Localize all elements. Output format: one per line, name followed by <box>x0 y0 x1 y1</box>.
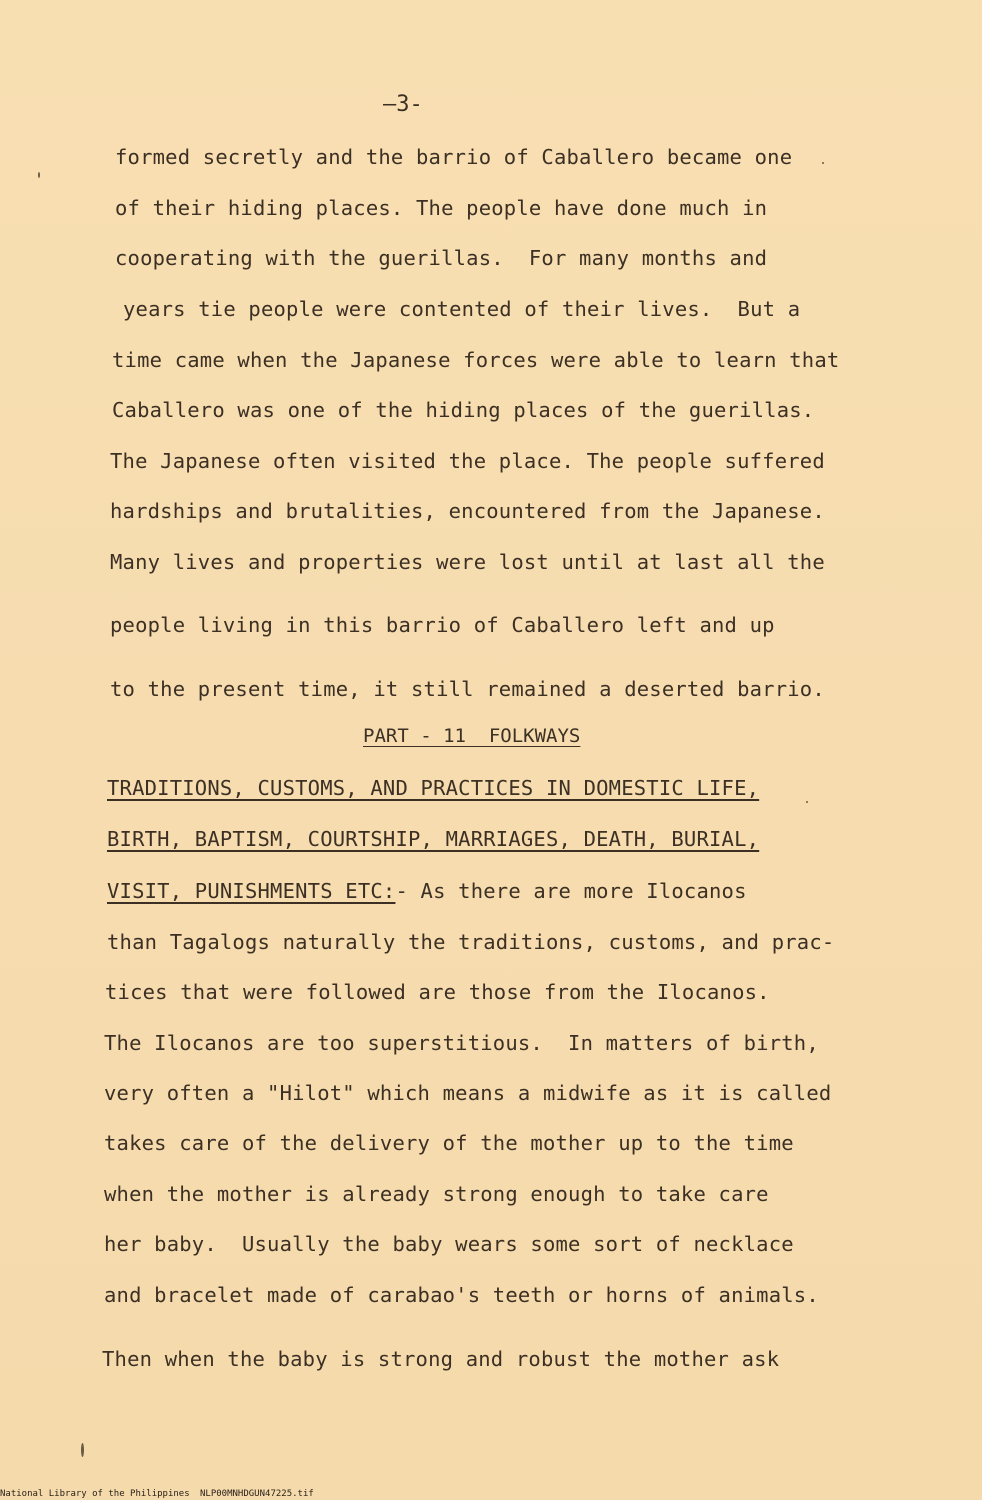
body-line: time came when the Japanese forces were able to learn that <box>112 348 840 372</box>
body-line: and bracelet made of carabao's teeth or horns of animals. <box>104 1283 819 1307</box>
body-line: hardships and brutalities, encountered from the Japanese. <box>110 499 825 523</box>
body-line: Caballero was one of the hiding places of the guerillas. <box>112 398 815 422</box>
body-line: to the present time, it still remained a deserted barrio. <box>110 677 825 701</box>
subheading-continuation: - As there are more Ilocanos <box>395 879 747 903</box>
footer-filename: NLP00MNHDGUN47225.tif <box>200 1489 314 1499</box>
body-line: of their hiding places. The people have done much in <box>115 196 768 220</box>
body-line: than Tagalogs naturally the traditions, customs, and prac- <box>107 930 835 954</box>
body-line: when the mother is already strong enough to take care <box>104 1182 769 1206</box>
body-line: cooperating with the guerillas. For many months and <box>115 246 768 270</box>
body-line: years tie people were contented of their lives. But a <box>123 297 801 321</box>
body-line: tices that were followed are those from the Ilocanos. <box>105 980 770 1004</box>
paper-speck <box>806 801 808 803</box>
body-line: takes care of the delivery of the mother up to the time <box>104 1131 794 1155</box>
section-heading: PART - 11 FOLKWAYS <box>363 725 581 747</box>
subheading-line: TRADITIONS, CUSTOMS, AND PRACTICES IN DOMESTIC LIFE, <box>107 776 760 800</box>
body-line: Many lives and properties were lost until at last all the <box>110 550 825 574</box>
footer-library: National Library of the Philippines <box>0 1489 190 1499</box>
paper-speck <box>822 162 824 164</box>
subheading-underlined: VISIT, PUNISHMENTS ETC: <box>107 879 396 903</box>
body-line: Then when the baby is strong and robust the mother ask <box>102 1347 780 1371</box>
body-line: people living in this barrio of Caballero left and up <box>110 613 775 637</box>
paper-speck <box>38 172 40 178</box>
subheading-line <box>107 879 747 903</box>
subheading-line: BIRTH, BAPTISM, COURTSHIP, MARRIAGES, DEATH, BURIAL, <box>107 827 760 851</box>
body-line: very often a "Hilot" which means a midwife as it is called <box>104 1081 832 1105</box>
page-number: —3- <box>383 92 423 117</box>
paper-speck <box>81 1443 84 1457</box>
body-line: formed secretly and the barrio of Caballero became one <box>115 145 793 169</box>
body-line: The Ilocanos are too superstitious. In matters of birth, <box>104 1031 819 1055</box>
body-line: her baby. Usually the baby wears some sort of necklace <box>104 1232 794 1256</box>
body-line: The Japanese often visited the place. The people suffered <box>110 449 825 473</box>
